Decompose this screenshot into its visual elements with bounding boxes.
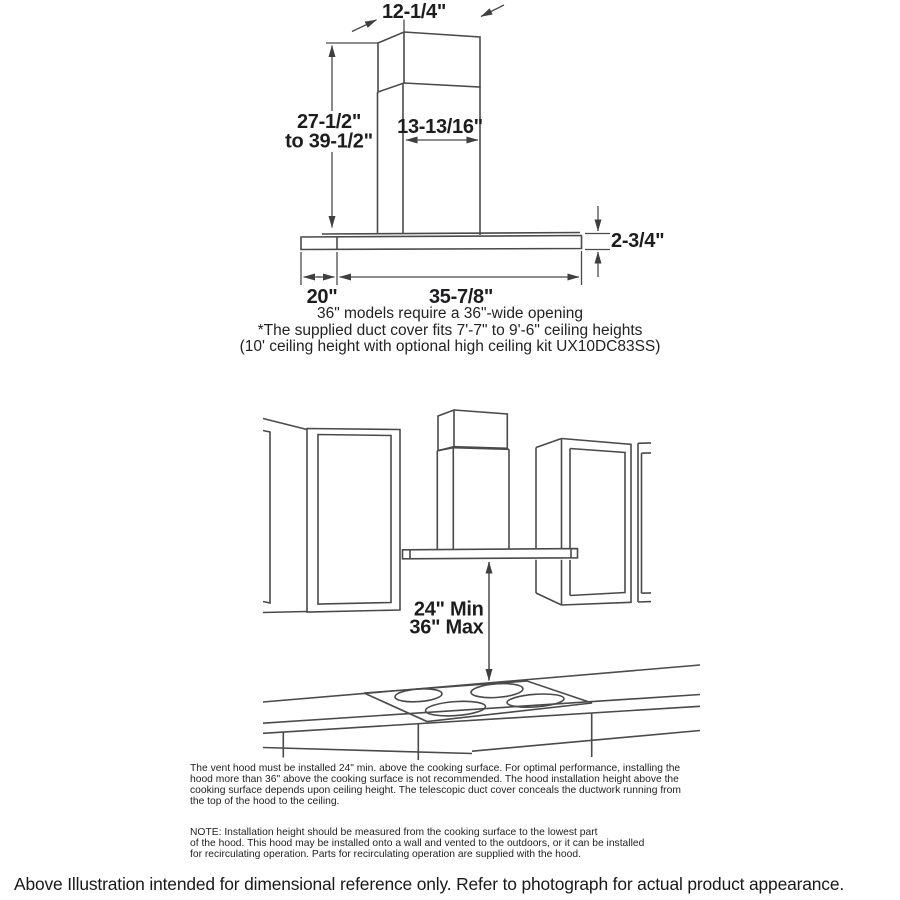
dim-arrow-diagonal: [481, 5, 504, 17]
dim-label-duct-height-2: to 39-1/2": [285, 130, 373, 153]
caption-line-3: (10' ceiling height with optional high ceiling kit UX10DC83SS): [239, 338, 661, 355]
duct-lower-section: [378, 83, 481, 235]
note-line: for recirculating operation. Parts for recirculating operation are supplied with the hood.: [190, 849, 581, 860]
caption-line-2: *The supplied duct cover fits 7'-7" to 9'-6" ceiling heights: [257, 321, 643, 339]
hood-canopy: [403, 549, 578, 559]
dim-label-top-depth: 12-1/4": [381, 1, 447, 23]
dim-arrow-diagonal: [352, 20, 377, 32]
disclaimer-footer: Above Illustration intended for dimensional reference only. Refer to photograph for actual product appearance.: [14, 874, 845, 894]
dim-label-duct-height-1: 27-1/2": [296, 111, 362, 133]
installation-note-paragraph: [190, 763, 681, 807]
dim-label-body-depth: 20": [306, 286, 338, 308]
note-line: of the hood. This hood may be installed onto a wall and vented to the outdoors, or it can be installed: [190, 838, 645, 849]
dim-label-max-height: 36" Max: [409, 616, 484, 639]
dim-label-duct-width: 13-13/16": [397, 116, 483, 138]
install-duct: [437, 410, 509, 550]
note-line: cooking surface depends upon ceiling height. The telescopic duct cover conceals the ductwork running from: [190, 785, 681, 796]
note-line: The vent hood must be installed 24" min. above the cooking surface. For optimal performance, installing the: [190, 763, 681, 774]
installation-diagram: [263, 410, 700, 760]
right-partial-cabinet: [638, 443, 651, 602]
top-diagram-caption: [0, 306, 900, 356]
hood-body: [301, 233, 582, 250]
note-line: NOTE: Installation height should be measured from the cooking surface to the lowest part: [190, 827, 598, 838]
measurement-note-paragraph: [190, 827, 644, 860]
caption-line-1: 36" models require a 36"-wide opening: [316, 305, 584, 322]
left-partial-cabinet: [263, 419, 307, 613]
note-line: hood more than 36" above the cooking surface is not recommended. The hood installation height above the: [190, 774, 679, 785]
note-line: the top of the hood to the ceiling.: [190, 796, 340, 807]
countertop: [263, 665, 700, 760]
right-cabinet: [536, 439, 631, 606]
dim-label-body-width: 35-7/8": [428, 286, 494, 308]
duct-upper-section: [378, 32, 480, 92]
left-cabinet: [307, 429, 400, 613]
dim-label-body-height: 2-3/4": [611, 230, 665, 252]
dim-label-min-height: 24" Min: [413, 598, 484, 621]
